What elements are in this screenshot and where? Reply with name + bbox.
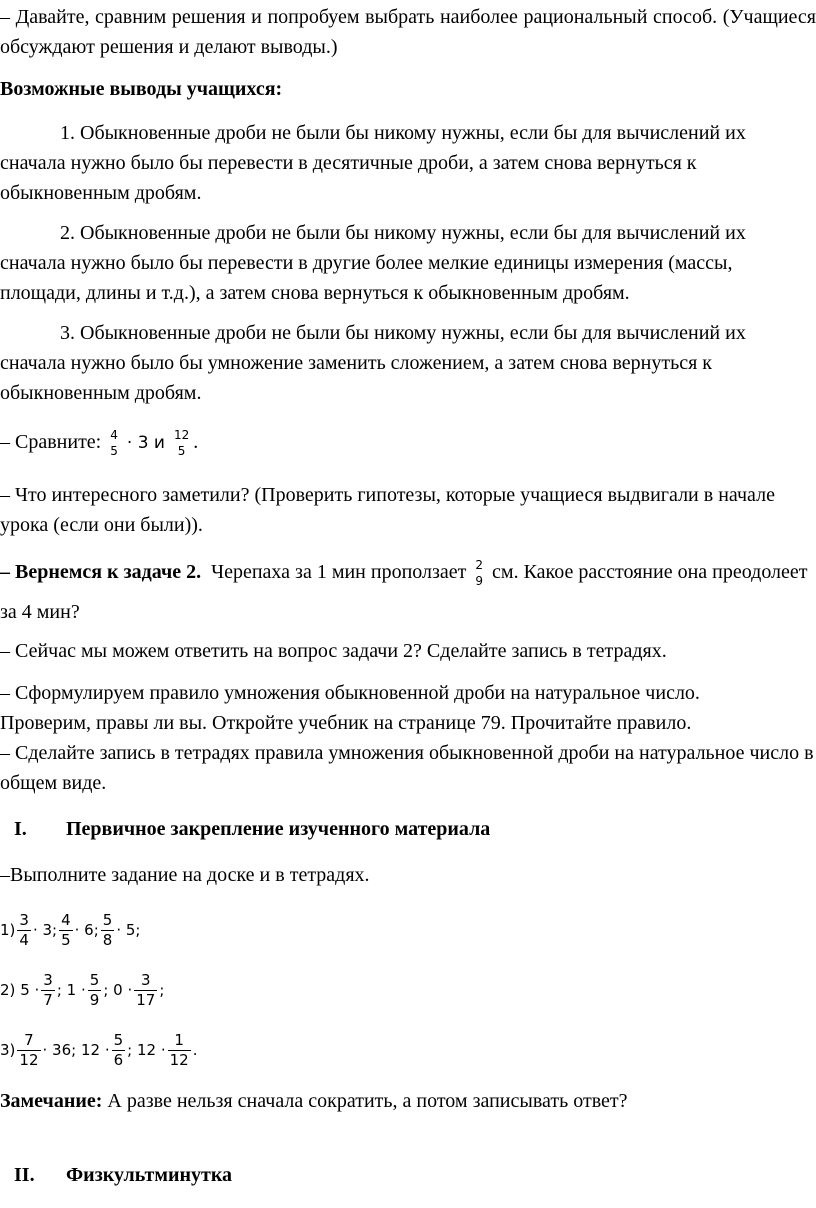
denominator: 7 <box>43 991 53 1009</box>
exercise-1-label: 1) <box>0 921 16 939</box>
fraction <box>88 973 102 1008</box>
fraction <box>17 1033 40 1068</box>
exercise-1 <box>0 906 816 954</box>
denominator: 5 <box>61 931 71 949</box>
fraction <box>134 973 157 1008</box>
exercise-3-label: 3) <box>0 1041 16 1059</box>
compare-end: . <box>193 431 199 453</box>
conclusion-1: 1. Обыкновенные дроби не были бы никому нужны, если бы для вычислений их сначала нужно было бы перевести в десятичные дроби, а затем снова вернуться к обыкновенным дробям. <box>0 122 746 204</box>
expression-prefix: 12 · <box>80 1041 110 1059</box>
denominator: 5 <box>110 444 118 459</box>
remark-text: А разве нельзя сначала сократить, а потом записывать ответ? <box>107 1090 628 1112</box>
numerator: 4 <box>61 911 71 929</box>
section-2-title: Физкультминутка <box>66 1164 233 1186</box>
numerator: 2 <box>475 558 484 573</box>
paragraph-rule-1: – Сформулируем правило умножения обыкновенной дроби на натуральное число. <box>0 682 700 704</box>
section-2-number: II. <box>14 1164 35 1186</box>
expression-prefix: 5 · <box>20 981 40 999</box>
fraction-12-5 <box>172 429 191 457</box>
numerator: 1 <box>174 1031 184 1049</box>
fraction <box>59 913 73 948</box>
expression-prefix: 0 · <box>113 981 133 999</box>
section-2-heading <box>0 1160 232 1190</box>
paragraph-intro: – Давайте, сравним решения и попробуем выбрать наиболее рациональный способ. (Учащиеся обсуждают решения и делают выводы.) <box>0 6 816 58</box>
denominator: 12 <box>169 1051 189 1069</box>
expression-rest: · 5; <box>116 921 141 939</box>
denominator: 6 <box>113 1051 124 1069</box>
expression-rest: . <box>192 1041 198 1059</box>
task2-bold: – Вернемся к задаче 2. <box>0 561 202 583</box>
denominator: 17 <box>136 991 156 1009</box>
numerator: 3 <box>19 911 29 929</box>
fraction <box>112 1033 126 1068</box>
denominator: 5 <box>177 444 186 459</box>
paragraph-hypothesis: – Что интересного заметили? (Проверить гипотезы, которые учащиеся выдвигали в начале урока (если они были)). <box>0 484 775 536</box>
compare-prefix: – Сравните: <box>0 431 102 453</box>
fraction-4-5 <box>108 429 120 457</box>
expression-rest: ; <box>159 981 165 999</box>
numerator: 12 <box>173 428 190 443</box>
expression-rest: ; <box>56 981 62 999</box>
expression-rest: ; <box>127 1041 133 1059</box>
exercise-2 <box>0 966 816 1014</box>
numerator: 5 <box>89 971 100 989</box>
conclusions-heading: Возможные выводы учащихся: <box>0 78 283 100</box>
exercise-3 <box>0 1026 816 1074</box>
expression-rest: ; <box>103 981 109 999</box>
compare-line <box>0 422 816 463</box>
task2-text1: Черепаха за 1 мин проползает <box>211 561 467 583</box>
denominator: 9 <box>475 574 484 589</box>
section-1-heading <box>0 814 490 844</box>
numerator: 3 <box>43 971 53 989</box>
expression-prefix: 12 · <box>136 1041 166 1059</box>
expression-rest: · 6; <box>74 921 99 939</box>
remark-label: Замечание: <box>0 1090 103 1112</box>
task-intro: –Выполните задание на доске и в тетрадях. <box>0 864 370 886</box>
paragraph-answer: – Сейчас мы можем ответить на вопрос задачи 2? Сделайте запись в тетрадях. <box>0 640 667 662</box>
denominator: 9 <box>89 991 100 1009</box>
numerator: 5 <box>102 911 113 929</box>
section-1-title: Первичное закрепление изученного материала <box>66 818 491 840</box>
fraction <box>168 1033 191 1068</box>
numerator: 7 <box>24 1031 34 1049</box>
numerator: 3 <box>141 971 151 989</box>
fraction <box>41 973 55 1008</box>
expression-prefix: 1 · <box>66 981 86 999</box>
denominator: 12 <box>19 1051 39 1069</box>
expression-rest: · 3; <box>32 921 58 939</box>
fraction <box>101 913 115 948</box>
conclusion-2: 2. Обыкновенные дроби не были бы никому нужны, если бы для вычислений их сначала нужно было бы перевести в другие более мелкие единицы измерения (массы, площади, длины и т.д.), а затем снова вернуться к обыкновенным дробям. <box>0 222 746 304</box>
denominator: 4 <box>19 931 29 949</box>
fraction <box>17 913 31 948</box>
numerator: 4 <box>110 428 118 443</box>
compare-mid: · 3 и <box>126 433 165 453</box>
remark <box>0 1086 816 1116</box>
expression-rest: · 36; <box>42 1041 77 1059</box>
task2-text2: см. Какое расстояние она преодолеет за 4 мин? <box>0 561 808 623</box>
paragraph-rule-2: Проверим, правы ли вы. Откройте учебник на странице 79. Прочитайте правило. <box>0 712 692 734</box>
conclusion-3: 3. Обыкновенные дроби не были бы никому нужны, если бы для вычислений их сначала нужно было бы умножение заменить сложением, а затем снова вернуться к обыкновенным дробям. <box>0 322 746 404</box>
denominator: 8 <box>102 931 113 949</box>
fraction-2-9 <box>473 559 485 587</box>
paragraph-rule-3: – Сделайте запись в тетрадях правила умножения обыкновенной дроби на натуральное число в общем виде. <box>0 742 814 794</box>
task2-line <box>0 552 816 632</box>
exercise-2-label: 2) <box>0 981 16 999</box>
numerator: 5 <box>113 1031 124 1049</box>
section-1-number: I. <box>14 818 27 840</box>
